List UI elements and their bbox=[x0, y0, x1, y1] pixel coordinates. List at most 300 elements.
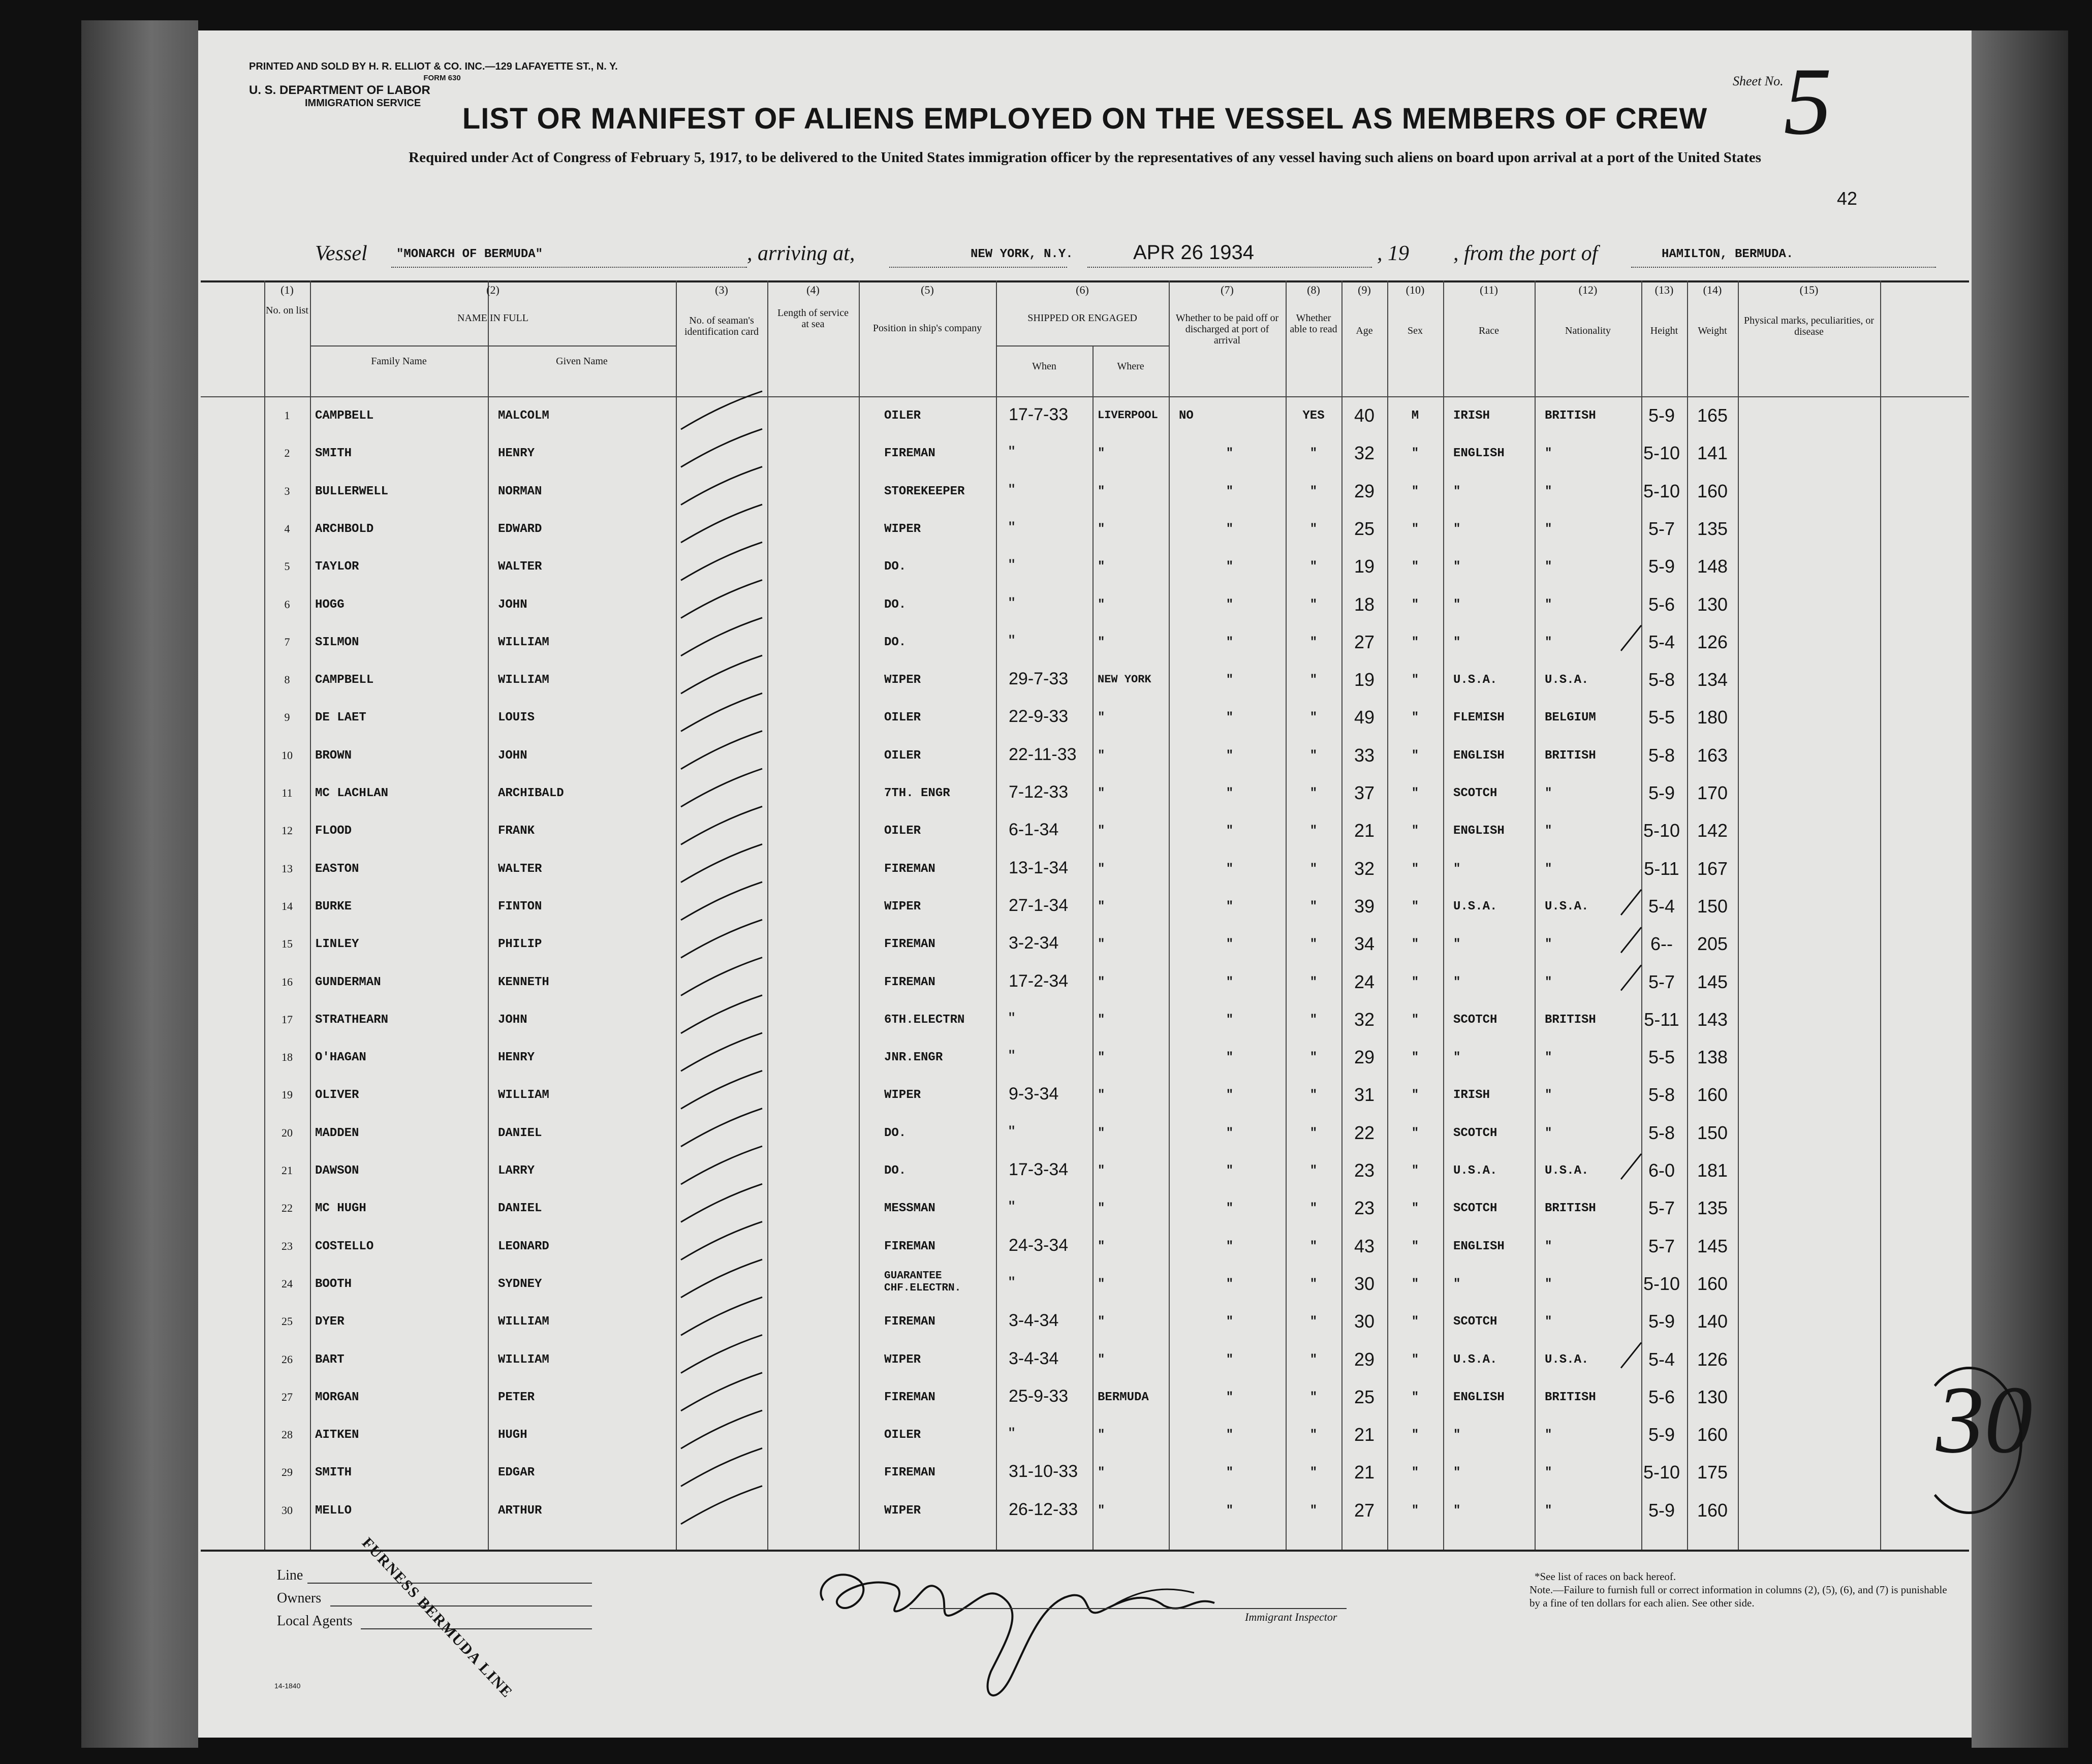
shipped-when: " bbox=[1009, 1424, 1015, 1444]
shipped-when: " bbox=[1009, 556, 1015, 576]
able-to-read: " bbox=[1309, 1503, 1318, 1518]
from-port: HAMILTON, BERMUDA. bbox=[1662, 247, 1794, 261]
year-label: , 19 bbox=[1377, 242, 1409, 265]
position: WIPER bbox=[884, 899, 921, 914]
able-to-read: " bbox=[1309, 862, 1318, 876]
position: OILER bbox=[884, 824, 921, 838]
weight: 126 bbox=[1697, 631, 1728, 652]
able-to-read: " bbox=[1309, 560, 1318, 574]
paid-off: " bbox=[1226, 975, 1234, 989]
race: SCOTCH bbox=[1453, 1315, 1497, 1329]
column-number: (15) bbox=[1799, 284, 1819, 296]
date-stamp: APR 26 1934 bbox=[1133, 241, 1254, 264]
department-name: U. S. DEPARTMENT OF LABOR bbox=[249, 83, 430, 97]
age: 22 bbox=[1354, 1122, 1375, 1143]
height: 6-0 bbox=[1648, 1160, 1675, 1181]
shipped-when: " bbox=[1009, 443, 1015, 462]
header-nationality: Nationality bbox=[1565, 325, 1611, 336]
column-number: (5) bbox=[921, 284, 934, 296]
sex: " bbox=[1411, 1466, 1419, 1480]
position: OILER bbox=[884, 711, 921, 725]
family-name: DAWSON bbox=[315, 1164, 359, 1178]
given-name: NORMAN bbox=[498, 484, 542, 498]
family-name: GUNDERMAN bbox=[315, 975, 381, 989]
race: " bbox=[1453, 597, 1461, 612]
sex: " bbox=[1411, 635, 1419, 649]
shipped-where: " bbox=[1098, 484, 1105, 498]
shipped-when: 17-7-33 bbox=[1009, 405, 1069, 424]
sex: " bbox=[1411, 1126, 1419, 1140]
race: ENGLISH bbox=[1453, 447, 1505, 461]
family-name: MC LACHLAN bbox=[315, 786, 389, 800]
header-height: Height bbox=[1650, 325, 1678, 336]
shipped-when: 3-4-34 bbox=[1009, 1311, 1059, 1331]
weight: 126 bbox=[1697, 1348, 1728, 1370]
shipped-when: 22-11-33 bbox=[1009, 744, 1077, 764]
note-races: *See list of races on back hereof. bbox=[1535, 1570, 1676, 1583]
shipped-where: " bbox=[1098, 1428, 1105, 1442]
nationality: BRITISH bbox=[1545, 748, 1596, 763]
row-number: 4 bbox=[284, 522, 290, 535]
position: GUARANTEE CHF.ELECTRN. bbox=[884, 1270, 961, 1294]
shipped-where: " bbox=[1098, 1126, 1105, 1140]
height: 5-9 bbox=[1648, 1499, 1675, 1521]
position: STOREKEEPER bbox=[884, 484, 965, 498]
family-name: STRATHEARN bbox=[315, 1013, 389, 1027]
height: 5-5 bbox=[1648, 1047, 1675, 1068]
row-number: 11 bbox=[282, 786, 293, 799]
row-number: 1 bbox=[284, 409, 290, 422]
able-to-read: " bbox=[1309, 1428, 1318, 1442]
header-service-length: Length of service at sea bbox=[777, 307, 849, 330]
height: 5-10 bbox=[1643, 443, 1680, 464]
owners-underline bbox=[330, 1605, 592, 1606]
column-number: (4) bbox=[806, 284, 820, 296]
age: 21 bbox=[1354, 820, 1375, 841]
sex: " bbox=[1411, 862, 1419, 876]
sex: " bbox=[1411, 1202, 1419, 1216]
position: FIREMAN bbox=[884, 1315, 935, 1329]
paid-off: " bbox=[1226, 635, 1234, 649]
position: DO. bbox=[884, 1164, 907, 1178]
nationality: BELGIUM bbox=[1545, 711, 1596, 725]
shipped-when: 25-9-33 bbox=[1009, 1386, 1069, 1406]
height: 5-7 bbox=[1648, 518, 1675, 539]
race: SCOTCH bbox=[1453, 1126, 1497, 1140]
position: WIPER bbox=[884, 1352, 921, 1367]
shipped-when: 17-3-34 bbox=[1009, 1160, 1069, 1179]
sex: " bbox=[1411, 1239, 1419, 1253]
shipped-when: " bbox=[1009, 631, 1015, 651]
height: 5-8 bbox=[1648, 1122, 1675, 1143]
column-number: (10) bbox=[1406, 284, 1425, 296]
position: OILER bbox=[884, 1428, 921, 1442]
able-to-read: " bbox=[1309, 786, 1318, 800]
age: 32 bbox=[1354, 858, 1375, 879]
position: DO. bbox=[884, 560, 907, 574]
position: WIPER bbox=[884, 522, 921, 536]
given-name: WALTER bbox=[498, 560, 542, 574]
able-to-read: " bbox=[1309, 635, 1318, 649]
shipped-where: " bbox=[1098, 862, 1105, 876]
age: 25 bbox=[1354, 1386, 1375, 1407]
race: " bbox=[1453, 1277, 1461, 1291]
check-mark bbox=[1621, 1343, 1641, 1368]
family-name: ARCHBOLD bbox=[315, 522, 374, 536]
sex: " bbox=[1411, 522, 1419, 536]
paid-off: " bbox=[1226, 673, 1234, 687]
sex: " bbox=[1411, 899, 1419, 914]
given-name: PETER bbox=[498, 1390, 535, 1404]
header-family-name: Family Name bbox=[371, 356, 427, 367]
row-number: 27 bbox=[282, 1390, 293, 1403]
weight: 160 bbox=[1697, 1273, 1728, 1294]
given-name: HENRY bbox=[498, 1051, 535, 1065]
position: WIPER bbox=[884, 1503, 921, 1518]
nationality: " bbox=[1545, 1428, 1552, 1442]
race: SCOTCH bbox=[1453, 1013, 1497, 1027]
column-number: (6) bbox=[1076, 284, 1089, 296]
row-number: 13 bbox=[282, 862, 293, 875]
row-number: 23 bbox=[282, 1239, 293, 1252]
weight: 180 bbox=[1697, 707, 1728, 728]
sex: " bbox=[1411, 597, 1419, 612]
row-number: 25 bbox=[282, 1315, 293, 1328]
race: ENGLISH bbox=[1453, 748, 1505, 763]
row-number: 30 bbox=[282, 1503, 293, 1517]
family-name: BART bbox=[315, 1352, 345, 1367]
count-circle bbox=[1916, 1367, 2022, 1514]
vessel-name: "MONARCH OF BERMUDA" bbox=[396, 247, 543, 261]
given-name: WILLIAM bbox=[498, 635, 549, 649]
position: FIREMAN bbox=[884, 447, 935, 461]
given-name: DANIEL bbox=[498, 1126, 542, 1140]
shipped-where: " bbox=[1098, 522, 1105, 536]
row-number: 26 bbox=[282, 1352, 293, 1366]
race: " bbox=[1453, 484, 1461, 498]
shipped-where: " bbox=[1098, 1202, 1105, 1216]
race: ENGLISH bbox=[1453, 1390, 1505, 1404]
race: IRISH bbox=[1453, 409, 1490, 423]
able-to-read: " bbox=[1309, 1202, 1318, 1216]
family-name: SILMON bbox=[315, 635, 359, 649]
nationality: " bbox=[1545, 1051, 1552, 1065]
header-given-name: Given Name bbox=[556, 356, 608, 367]
position: JNR.ENGR bbox=[884, 1051, 943, 1065]
shipped-when: 3-4-34 bbox=[1009, 1348, 1059, 1368]
row-number: 28 bbox=[282, 1428, 293, 1441]
height: 5-10 bbox=[1643, 1462, 1680, 1483]
family-name: LINLEY bbox=[315, 937, 359, 952]
inspector-signature bbox=[808, 1555, 1291, 1717]
paid-off: " bbox=[1226, 786, 1234, 800]
weight: 175 bbox=[1697, 1462, 1728, 1483]
sex: " bbox=[1411, 1428, 1419, 1442]
shipped-when: 22-9-33 bbox=[1009, 707, 1069, 727]
able-to-read: " bbox=[1309, 1390, 1318, 1404]
column-number: (9) bbox=[1358, 284, 1371, 296]
shipped-where: " bbox=[1098, 937, 1105, 952]
nationality: " bbox=[1545, 635, 1552, 649]
row-number: 8 bbox=[284, 673, 290, 686]
age: 29 bbox=[1354, 480, 1375, 501]
shipped-where: " bbox=[1098, 1051, 1105, 1065]
row-number: 29 bbox=[282, 1466, 293, 1479]
manifest-sheet bbox=[198, 30, 2033, 1738]
able-to-read: " bbox=[1309, 975, 1318, 989]
sex: " bbox=[1411, 1503, 1419, 1518]
shipped-where: " bbox=[1098, 560, 1105, 574]
paid-off: " bbox=[1226, 711, 1234, 725]
paid-off: " bbox=[1226, 1051, 1234, 1065]
weight: 160 bbox=[1697, 1499, 1728, 1521]
paid-off: " bbox=[1226, 522, 1234, 536]
shipped-where: " bbox=[1098, 447, 1105, 461]
age: 21 bbox=[1354, 1462, 1375, 1483]
height: 5-8 bbox=[1648, 1084, 1675, 1106]
height: 5-9 bbox=[1648, 556, 1675, 577]
shipped-where: " bbox=[1098, 1088, 1105, 1102]
column-number: (11) bbox=[1480, 284, 1498, 296]
height: 5-9 bbox=[1648, 782, 1675, 803]
header-able-to-read: Whether able to read bbox=[1290, 312, 1337, 335]
given-name: WILLIAM bbox=[498, 1352, 549, 1367]
column-number: (14) bbox=[1703, 284, 1722, 296]
shipped-where: " bbox=[1098, 1164, 1105, 1178]
sheet-number-label: Sheet No. bbox=[1733, 74, 1784, 88]
nationality: BRITISH bbox=[1545, 1013, 1596, 1027]
family-name: OLIVER bbox=[315, 1088, 359, 1102]
height: 5-4 bbox=[1648, 631, 1675, 652]
header-race: Race bbox=[1479, 325, 1499, 336]
age: 23 bbox=[1354, 1198, 1375, 1219]
age: 32 bbox=[1354, 1009, 1375, 1030]
height: 5-7 bbox=[1648, 971, 1675, 992]
header-name-in-full: NAME IN FULL bbox=[457, 312, 528, 324]
row-number: 15 bbox=[282, 937, 293, 951]
agents-label: Local Agents bbox=[277, 1613, 353, 1629]
able-to-read: " bbox=[1309, 673, 1318, 687]
weight: 205 bbox=[1697, 933, 1728, 955]
height: 5-10 bbox=[1643, 820, 1680, 841]
line-underline bbox=[307, 1583, 592, 1584]
column-number: (2) bbox=[486, 284, 499, 296]
race: " bbox=[1453, 522, 1461, 536]
shipped-where: " bbox=[1098, 1239, 1105, 1253]
shipped-where: " bbox=[1098, 1503, 1105, 1518]
shipped-where: " bbox=[1098, 1466, 1105, 1480]
position: DO. bbox=[884, 597, 907, 612]
given-name: FRANK bbox=[498, 824, 535, 838]
position: DO. bbox=[884, 1126, 907, 1140]
nationality: " bbox=[1545, 560, 1552, 574]
family-name: FLOOD bbox=[315, 824, 352, 838]
nationality: BRITISH bbox=[1545, 1202, 1596, 1216]
nationality: " bbox=[1545, 1239, 1552, 1253]
age: 29 bbox=[1354, 1348, 1375, 1370]
shipped-where: " bbox=[1098, 899, 1105, 914]
shipped-when: 26-12-33 bbox=[1009, 1499, 1078, 1519]
weight: 135 bbox=[1697, 518, 1728, 539]
height: 5-6 bbox=[1648, 1386, 1675, 1407]
sex: M bbox=[1411, 409, 1419, 423]
nationality: BRITISH bbox=[1545, 409, 1596, 423]
nationality: " bbox=[1545, 1503, 1552, 1518]
position: FIREMAN bbox=[884, 1390, 935, 1404]
nationality: " bbox=[1545, 1315, 1552, 1329]
able-to-read: " bbox=[1309, 522, 1318, 536]
given-name: HUGH bbox=[498, 1428, 527, 1442]
weight: 160 bbox=[1697, 1424, 1728, 1445]
sex: " bbox=[1411, 673, 1419, 687]
shipped-where: NEW YORK bbox=[1098, 673, 1151, 686]
given-name: LEONARD bbox=[498, 1239, 549, 1253]
weight: 163 bbox=[1697, 744, 1728, 766]
inspector-label: Immigrant Inspector bbox=[1245, 1611, 1337, 1623]
position: WIPER bbox=[884, 1088, 921, 1102]
able-to-read: " bbox=[1309, 1051, 1318, 1065]
header-age: Age bbox=[1356, 325, 1373, 336]
family-name: HOGG bbox=[315, 597, 345, 612]
able-to-read: " bbox=[1309, 1466, 1318, 1480]
given-name: LARRY bbox=[498, 1164, 535, 1178]
weight: 150 bbox=[1697, 1122, 1728, 1143]
column-number: (1) bbox=[280, 284, 294, 296]
shipped-where: " bbox=[1098, 597, 1105, 612]
given-name: EDGAR bbox=[498, 1466, 535, 1480]
height: 5-11 bbox=[1644, 1009, 1679, 1030]
given-name: FINTON bbox=[498, 899, 542, 914]
given-name: ARTHUR bbox=[498, 1503, 542, 1518]
paid-off: " bbox=[1226, 1277, 1234, 1291]
total-count: 30 bbox=[1936, 1367, 2033, 1473]
row-number: 10 bbox=[282, 748, 293, 762]
family-name: MC HUGH bbox=[315, 1202, 366, 1216]
age: 43 bbox=[1354, 1235, 1375, 1256]
position: OILER bbox=[884, 409, 921, 423]
paid-off: " bbox=[1226, 1164, 1234, 1178]
header-where: Where bbox=[1117, 361, 1144, 372]
nationality: " bbox=[1545, 484, 1552, 498]
sex: " bbox=[1411, 937, 1419, 952]
header-when: When bbox=[1032, 361, 1056, 372]
shipped-when: 3-2-34 bbox=[1009, 933, 1059, 953]
agents-underline bbox=[361, 1628, 592, 1629]
able-to-read: " bbox=[1309, 1315, 1318, 1329]
vessel-label: Vessel bbox=[315, 242, 367, 265]
header-position: Position in ship's company bbox=[872, 323, 982, 334]
nationality: " bbox=[1545, 597, 1552, 612]
paid-off: " bbox=[1226, 1202, 1234, 1216]
age: 18 bbox=[1354, 593, 1375, 615]
family-name: MADDEN bbox=[315, 1126, 359, 1140]
age: 27 bbox=[1354, 1499, 1375, 1521]
shipped-where: " bbox=[1098, 748, 1105, 763]
paid-off: " bbox=[1226, 937, 1234, 952]
position: WIPER bbox=[884, 673, 921, 687]
note-penalty: Note.—Failure to furnish full or correct information in columns (2), (5), (6), and (7) is punishable by a fine of ten dollars for each alien. See other side. bbox=[1529, 1584, 1947, 1609]
given-name: KENNETH bbox=[498, 975, 549, 989]
family-name: DE LAET bbox=[315, 711, 366, 725]
form-number-top: FORM 630 bbox=[423, 74, 461, 82]
row-number: 16 bbox=[282, 975, 293, 988]
row-number: 7 bbox=[284, 635, 290, 648]
paid-off: " bbox=[1226, 1088, 1234, 1102]
able-to-read: " bbox=[1309, 1126, 1318, 1140]
race: U.S.A. bbox=[1453, 673, 1497, 687]
row-number: 6 bbox=[284, 597, 290, 611]
paid-off: " bbox=[1226, 899, 1234, 914]
row-number: 17 bbox=[282, 1013, 293, 1026]
paid-off: NO bbox=[1179, 409, 1194, 423]
shipped-when: " bbox=[1009, 480, 1015, 500]
footer-note bbox=[1529, 1570, 1951, 1610]
height: 5-8 bbox=[1648, 669, 1675, 690]
given-name: ARCHIBALD bbox=[498, 786, 564, 800]
family-name: MORGAN bbox=[315, 1390, 359, 1404]
weight: 148 bbox=[1697, 556, 1728, 577]
shipped-when: 17-2-34 bbox=[1009, 971, 1069, 991]
weight: 142 bbox=[1697, 820, 1728, 841]
sex: " bbox=[1411, 975, 1419, 989]
given-name: JOHN bbox=[498, 748, 527, 763]
age: 30 bbox=[1354, 1273, 1375, 1294]
given-name: LOUIS bbox=[498, 711, 535, 725]
shipped-where: " bbox=[1098, 711, 1105, 725]
sex: " bbox=[1411, 560, 1419, 574]
height: 5-9 bbox=[1648, 1424, 1675, 1445]
shipped-where: " bbox=[1098, 1013, 1105, 1027]
header-no-on-list: No. on list bbox=[266, 305, 308, 316]
given-name: WALTER bbox=[498, 862, 542, 876]
shipped-when: " bbox=[1009, 1122, 1015, 1142]
able-to-read: " bbox=[1309, 824, 1318, 838]
sex: " bbox=[1411, 1013, 1419, 1027]
race: " bbox=[1453, 1466, 1461, 1480]
shipped-when: " bbox=[1009, 1047, 1015, 1066]
weight: 170 bbox=[1697, 782, 1728, 803]
paid-off: " bbox=[1226, 1503, 1234, 1518]
family-name: BURKE bbox=[315, 899, 352, 914]
weight: 181 bbox=[1697, 1160, 1728, 1181]
page-number: 42 bbox=[1837, 188, 1858, 209]
age: 39 bbox=[1354, 895, 1375, 917]
sex: " bbox=[1411, 447, 1419, 461]
age: 25 bbox=[1354, 518, 1375, 539]
able-to-read: " bbox=[1309, 1352, 1318, 1367]
document-subtitle: Required under Act of Congress of February 5, 1917, to be delivered to the United States immigration officer by the representatives of any vessel having such aliens on board upon arrival at a port of the United States bbox=[409, 149, 1761, 166]
film-edge-left bbox=[81, 20, 198, 1748]
weight: 160 bbox=[1697, 480, 1728, 501]
shipped-where: LIVERPOOL bbox=[1098, 409, 1158, 422]
nationality: " bbox=[1545, 522, 1552, 536]
shipped-when: 13-1-34 bbox=[1009, 858, 1069, 877]
weight: 165 bbox=[1697, 405, 1728, 426]
race: U.S.A. bbox=[1453, 1352, 1497, 1367]
family-name: BOOTH bbox=[315, 1277, 352, 1291]
height: 5-8 bbox=[1648, 744, 1675, 766]
family-name: O'HAGAN bbox=[315, 1051, 366, 1065]
shipped-where: BERMUDA bbox=[1098, 1390, 1149, 1404]
nationality: " bbox=[1545, 1126, 1552, 1140]
header-sex: Sex bbox=[1408, 325, 1423, 336]
column-number: (7) bbox=[1221, 284, 1234, 296]
family-name: CAMPBELL bbox=[315, 673, 374, 687]
printer-line: PRINTED AND SOLD BY H. R. ELLIOT & CO. INC.—129 LAFAYETTE ST., N. Y. bbox=[249, 61, 618, 72]
given-name: EDWARD bbox=[498, 522, 542, 536]
height: 6-- bbox=[1650, 933, 1673, 955]
family-name: SMITH bbox=[315, 447, 352, 461]
